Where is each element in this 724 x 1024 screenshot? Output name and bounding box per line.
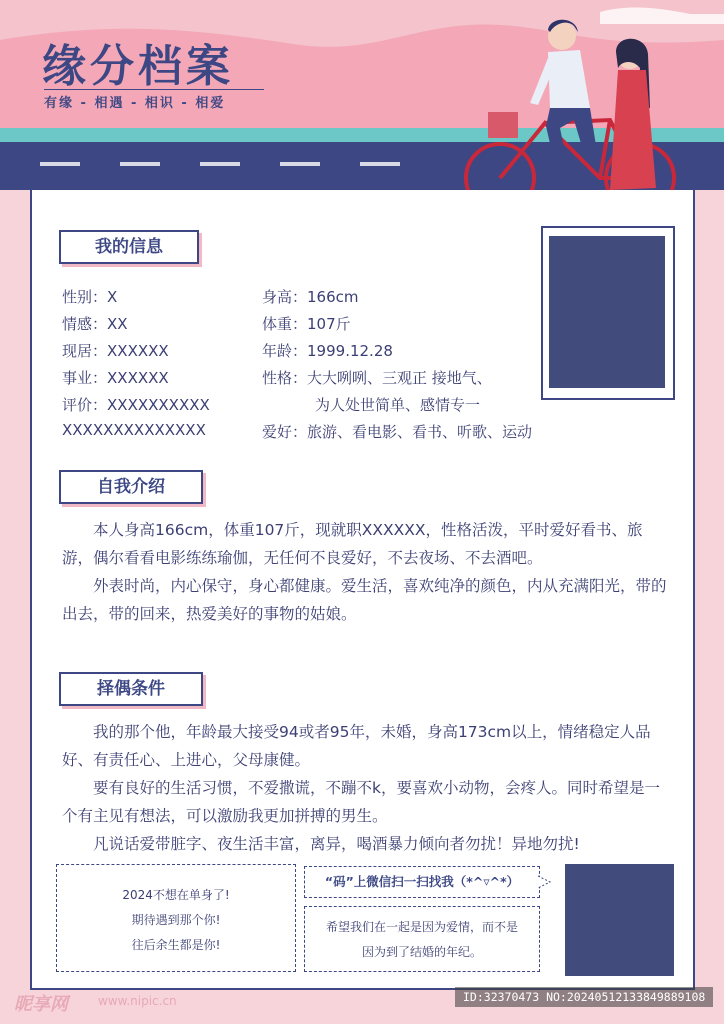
criteria-paragraph-3: 凡说话爱带脏字、夜生活丰富，离异，喝酒暴力倾向者勿扰！异地勿扰! [93, 835, 580, 853]
info-personality-continued: 为人处世简单、感情专一 [315, 396, 481, 414]
criteria-paragraph-2: 要有良好的生活习惯，不爱撒谎，不蹦不k，要喜欢小动物，会疼人。同时希望是一个有主见有想法，可以激励我更加拼搏的男生。 [62, 779, 660, 825]
page-subtitle: 有缘 - 相遇 - 相识 - 相爱 [44, 89, 264, 111]
wechat-message-line-1: 希望我们在一起是因为爱情，而不是 [325, 920, 518, 934]
info-weight: 体重：107斤 [262, 315, 351, 333]
intro-paragraph-2: 外表时尚，内心保守，身心都健康。爱生活，喜欢纯净的颜色，内从充满阳光，带的出去，带的回来，热爱美好的事物的姑娘。 [62, 577, 667, 623]
wechat-message-line-2: 因为到了结婚的年纪。 [361, 945, 482, 959]
criteria-paragraph-1: 我的那个他，年龄最大接受94或者95年，未婚，身高173cm以上，情绪稳定人品好、有责任心、上进心，父母康健。 [62, 723, 651, 769]
info-residence: 现居：XXXXXX [62, 342, 169, 360]
page-title: 缘分档案 [42, 41, 234, 92]
info-height: 身高：166cm [262, 288, 359, 306]
info-age: 年龄：1999.12.28 [262, 342, 393, 360]
wish-line-3: 往后余生都是你! [131, 938, 221, 952]
wish-message-box [56, 864, 296, 972]
watermark-logo: 昵享网 [14, 994, 68, 1015]
info-hobbies: 爱好：旅游、看电影、看书、听歌、运动 [262, 423, 533, 441]
header-banner [0, 0, 724, 190]
wish-line-1: 2024不想在单身了! [122, 888, 230, 902]
watermark-id: ID:32370473 NO:20240512133849889108 [455, 987, 713, 1007]
info-evaluation: 评价：XXXXXXXXXX [62, 396, 210, 414]
profile-paper [30, 190, 695, 990]
section-heading-my-info: 我的信息 [59, 230, 199, 264]
info-career: 事业：XXXXXX [62, 369, 169, 387]
intro-paragraph-1: 本人身高166cm，体重107斤，现就职XXXXXX，性格活泼，平时爱好看书、旅游，偶尔看看电影练练瑜伽，无任何不良爱好，不去夜场、不去酒吧。 [62, 521, 643, 567]
photo-placeholder [541, 226, 675, 400]
info-relationship: 情感：XX [62, 315, 128, 333]
watermark-url: www.nipic.cn [98, 994, 177, 1008]
watermark-bar [0, 984, 724, 1024]
wish-line-2: 期待遇到那个你! [131, 913, 221, 927]
info-evaluation-continued: XXXXXXXXXXXXXX [62, 421, 206, 439]
section-heading-criteria: 择偶条件 [59, 672, 203, 706]
wechat-qr-code[interactable] [565, 864, 674, 976]
bubble-pointer-icon [538, 874, 552, 890]
couple-bicycle-illustration [450, 8, 690, 190]
info-personality: 性格：大大咧咧、三观正 接地气、 [262, 369, 492, 387]
wechat-scan-bubble: “码”上微信扫一扫找我（*^▿^*） [304, 866, 540, 898]
photo-area [549, 236, 665, 388]
wechat-message-box [304, 906, 540, 972]
section-heading-intro: 自我介绍 [59, 470, 203, 504]
info-gender: 性别：X [62, 288, 118, 306]
